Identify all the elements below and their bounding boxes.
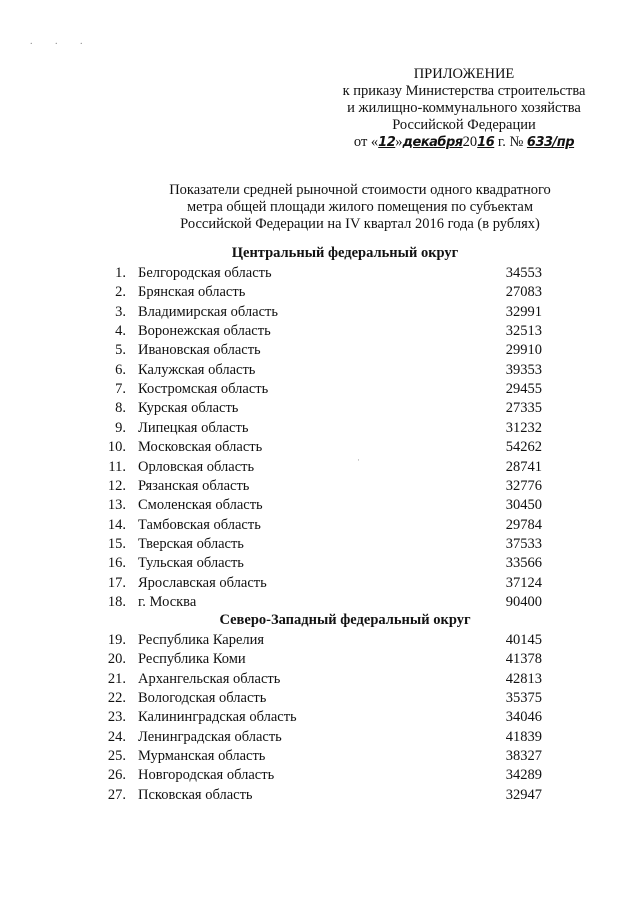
region-name: Рязанская область [138, 477, 250, 494]
appendix-title: ПРИЛОЖЕНИЕ [413, 66, 515, 82]
row-number: 21. [107, 670, 126, 687]
price-value: 37124 [505, 574, 542, 591]
table-row [0, 766, 640, 785]
row-number: 19. [107, 632, 126, 648]
table-row [0, 283, 640, 302]
document-title [140, 182, 580, 233]
title-line-1: Показатели средней рыночной стоимости одного квадратного [169, 182, 551, 198]
row-number: 18. [107, 593, 126, 610]
region-name: г. Москва [138, 593, 197, 610]
row-number: 9. [115, 419, 126, 436]
price-value: 29910 [505, 342, 542, 359]
row-number: 14. [107, 516, 126, 533]
region-name: Курская область [138, 400, 239, 417]
region-name: Тверская область [138, 535, 244, 552]
title-line-3: Российской Федерации на IV квартал 2016 года (в рублях) [180, 216, 540, 232]
table-row [0, 593, 640, 612]
table-row [0, 786, 640, 805]
row-number: 10. [107, 439, 126, 456]
region-name: Республика Карелия [138, 632, 265, 648]
date-month-handwritten: декабря [402, 135, 463, 150]
row-number: 13. [107, 497, 126, 514]
date-prefix: от « [353, 134, 379, 150]
table-row [0, 516, 640, 535]
row-number: 17. [107, 574, 126, 591]
order-date-line [300, 134, 628, 151]
row-number: 6. [115, 361, 126, 378]
table-row [0, 438, 640, 457]
row-number: 26. [107, 767, 126, 784]
region-name: Псковская область [138, 786, 253, 803]
region-name: Мурманская область [138, 748, 266, 765]
table-row [0, 670, 640, 689]
price-value: 32513 [505, 323, 542, 340]
table-row [0, 399, 640, 418]
region-name: Республика Коми [138, 651, 246, 668]
date-year-prefix: 20 [462, 134, 478, 150]
table-row [0, 708, 640, 727]
table-row [0, 535, 640, 554]
scan-speck-marks: . . . [30, 36, 93, 47]
price-value: 27335 [505, 400, 542, 417]
appendix-line-federation: Российской Федерации [392, 117, 536, 133]
row-number: 16. [107, 555, 126, 572]
region-name: Тамбовская область [138, 516, 261, 533]
region-name: Ленинградская область [138, 728, 282, 745]
region-name: Московская область [138, 439, 263, 456]
appendix-line-order: к приказу Министерства строительства [342, 83, 586, 99]
price-value: 54262 [505, 439, 542, 456]
table-row [0, 477, 640, 496]
table-row [0, 689, 640, 708]
region-name: Архангельская область [138, 670, 281, 687]
price-value: 35375 [505, 690, 542, 707]
date-number-label: г. № [494, 134, 527, 150]
region-name: Смоленская область [138, 497, 263, 514]
row-number: 15. [107, 535, 126, 552]
scan-mark: · [357, 455, 360, 465]
row-number: 25. [107, 748, 126, 765]
region-name: Воронежская область [138, 323, 271, 340]
table-row [0, 303, 640, 322]
price-value: 33566 [505, 555, 542, 572]
row-number: 7. [115, 381, 126, 398]
row-number: 4. [115, 323, 126, 340]
table-row [0, 728, 640, 747]
row-number: 11. [108, 458, 126, 475]
region-name: Костромская область [138, 381, 269, 398]
price-value: 34289 [505, 767, 542, 784]
table-row [0, 496, 640, 515]
section-heading: Центральный федеральный округ [231, 245, 459, 261]
appendix-header [300, 66, 628, 151]
row-number: 8. [115, 400, 126, 417]
price-value: 41839 [505, 728, 542, 745]
table-row [0, 380, 640, 399]
table-row [0, 631, 640, 650]
price-value: 29784 [505, 516, 542, 533]
price-value: 28741 [505, 458, 542, 475]
region-name: Белгородская область [138, 265, 272, 281]
price-value: 37533 [505, 535, 542, 552]
price-value: 34553 [505, 265, 542, 281]
row-number: 22. [107, 690, 126, 707]
price-value: 29455 [505, 381, 542, 398]
price-value: 38327 [505, 748, 542, 765]
table-row [0, 361, 640, 380]
title-line-2: метра общей площади жилого помещения по субъектам [186, 199, 533, 215]
region-name: Калининградская область [138, 709, 297, 726]
price-value: 30450 [505, 497, 542, 514]
region-name: Брянская область [138, 284, 246, 301]
price-value: 32776 [505, 477, 542, 494]
region-name: Владимирская область [138, 303, 278, 320]
date-mid: » [395, 134, 403, 150]
row-number: 27. [107, 786, 126, 803]
region-name: Калужская область [138, 361, 256, 378]
price-value: 34046 [505, 709, 542, 726]
region-name: Новгородская область [138, 767, 275, 784]
table-row [0, 747, 640, 766]
row-number: 1. [115, 265, 126, 281]
region-name: Вологодская область [138, 690, 267, 707]
date-day-handwritten: 12 [378, 135, 396, 150]
price-value: 41378 [505, 651, 542, 668]
price-value: 40145 [505, 632, 542, 648]
row-number: 23. [107, 709, 126, 726]
row-number: 20. [107, 651, 126, 668]
row-number: 24. [107, 728, 126, 745]
appendix-line-ministry: и жилищно-коммунального хозяйства [347, 100, 581, 116]
doc-number-handwritten: 633/пр [526, 135, 575, 150]
region-name: Ивановская область [138, 342, 261, 359]
price-value: 32991 [505, 303, 542, 320]
table-row [0, 419, 640, 438]
price-value: 39353 [505, 361, 542, 378]
table-row [0, 554, 640, 573]
table-row [0, 650, 640, 669]
region-name: Тульская область [138, 555, 244, 572]
section-heading: Северо-Западный федеральный округ [219, 612, 471, 628]
table-row [0, 264, 640, 283]
price-value: 31232 [505, 419, 542, 436]
region-name: Липецкая область [138, 419, 249, 436]
table-row [0, 322, 640, 341]
table-row [0, 458, 640, 477]
date-year-handwritten: 16 [477, 135, 495, 150]
price-value: 42813 [505, 670, 542, 687]
price-value: 27083 [505, 284, 542, 301]
price-value: 90400 [505, 593, 542, 610]
row-number: 2. [115, 284, 126, 301]
table-row [0, 341, 640, 360]
table-row [0, 574, 640, 593]
row-number: 12. [107, 477, 126, 494]
row-number: 3. [115, 303, 126, 320]
row-number: 5. [115, 342, 126, 359]
region-name: Орловская область [138, 458, 255, 475]
region-name: Ярославская область [138, 574, 267, 591]
price-value: 32947 [505, 786, 542, 803]
